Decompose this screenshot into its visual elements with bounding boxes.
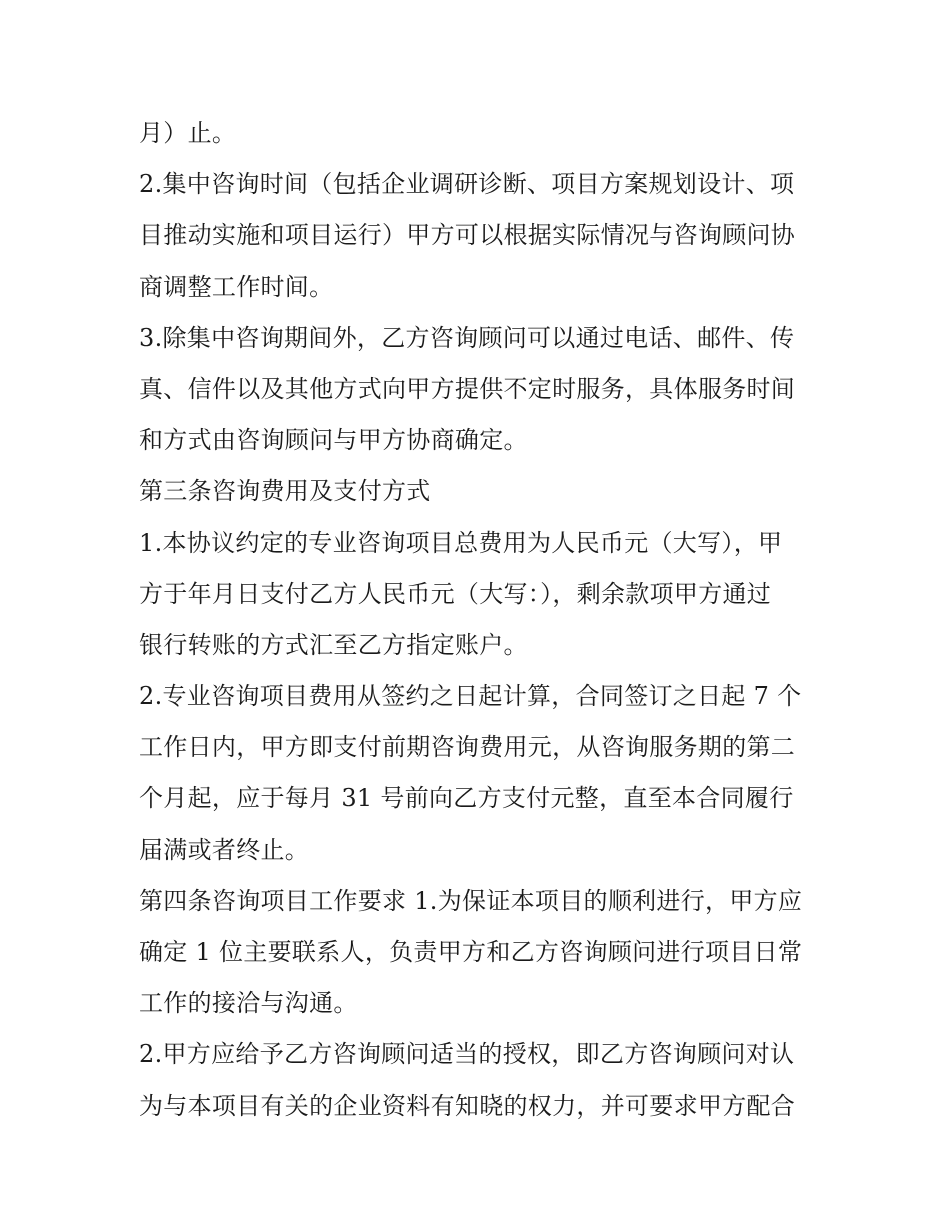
text-line: 2.专业咨询项目费用从签约之日起计算，合同签订之日起 7 个 bbox=[139, 682, 802, 711]
text-line: 和方式由咨询顾问与甲方协商确定。 bbox=[139, 426, 528, 455]
text-line: 2.集中咨询时间（包括企业调研诊断、项目方案规划设计、项 bbox=[139, 170, 795, 199]
text-line: 为与本项目有关的企业资料有知晓的权力，并可要求甲方配合 bbox=[139, 1091, 796, 1120]
text-line: 真、信件以及其他方式向甲方提供不定时服务，具体服务时间 bbox=[139, 374, 796, 403]
section-heading: 第四条咨询项目工作要求 1.为保证本项目的顺利进行，甲方应 bbox=[139, 886, 803, 915]
text-line: 2.甲方应给予乙方咨询顾问适当的授权，即乙方咨询顾问对认 bbox=[139, 1040, 795, 1069]
text-line: 个月起，应于每月 31 号前向乙方支付元整，直至本合同履行 bbox=[139, 784, 794, 813]
text-line: 银行转账的方式汇至乙方指定账户。 bbox=[139, 630, 528, 659]
text-line: 1.本协议约定的专业咨询项目总费用为人民币元（大写），甲 bbox=[139, 528, 783, 557]
text-line: 商调整工作时间。 bbox=[139, 272, 334, 301]
text-line: 目推动实施和项目运行）甲方可以根据实际情况与咨询顾问协 bbox=[139, 221, 796, 250]
section-heading: 第三条咨询费用及支付方式 bbox=[139, 477, 431, 506]
document-body bbox=[139, 108, 829, 1132]
text-line: 届满或者终止。 bbox=[139, 835, 310, 864]
text-line: 确定 1 位主要联系人，负责甲方和乙方咨询顾问进行项目日常 bbox=[139, 938, 803, 966]
text-line: 方于年月日支付乙方人民币元（大写：），剩余款项甲方通过 bbox=[139, 579, 772, 608]
text-line: 工作日内，甲方即支付前期咨询费用元，从咨询服务期的第二 bbox=[139, 733, 796, 762]
text-line: 3.除集中咨询期间外，乙方咨询顾问可以通过电话、邮件、传 bbox=[139, 323, 795, 352]
text-line: 月）止。 bbox=[139, 119, 237, 147]
text-line: 工作的接洽与沟通。 bbox=[139, 989, 358, 1018]
